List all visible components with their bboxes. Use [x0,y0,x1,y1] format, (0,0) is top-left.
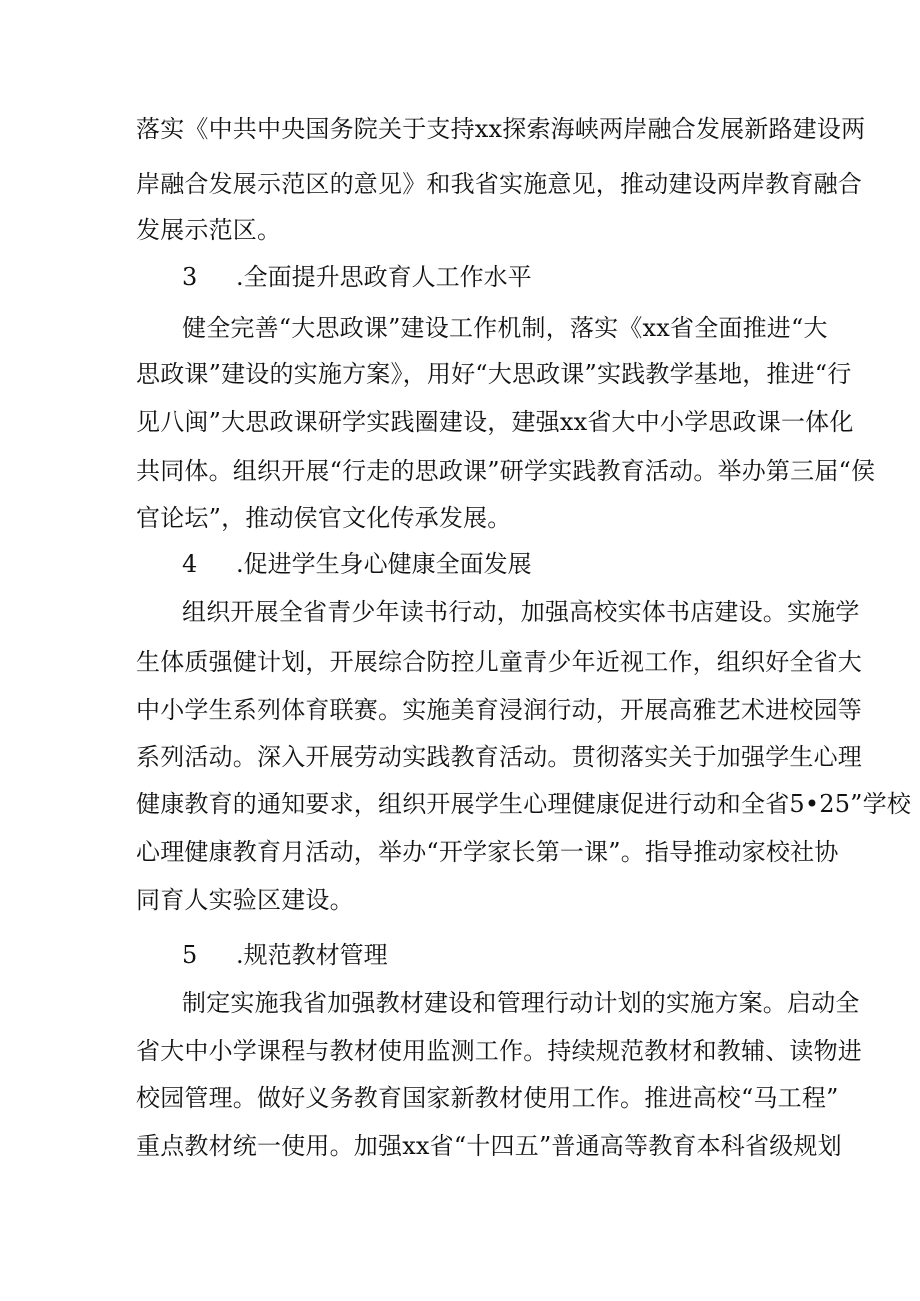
section-number: 3 [182,263,198,291]
paragraph-line: 共同体。组织开展“行走的思政课”研学实践教育活动。举办第三届“侯 [136,457,876,485]
paragraph-line: 同育人实验区建设。 [136,886,354,914]
section-number: 5 [182,941,198,969]
paragraph-line: 官论坛”，推动侯官文化传承发展。 [136,504,512,532]
paragraph-line: 重点教材统一使用。加强xx省“十四五”普通高等教育本科省级规划 [136,1132,842,1160]
section-number: 4 [182,550,198,578]
paragraph-line: 制定实施我省加强教材建设和管理行动计划的实施方案。启动全 [182,989,860,1017]
section-heading-3 [182,261,532,293]
section-title: .促进学生身心健康全面发展 [236,550,532,578]
paragraph-line: 健全完善“大思政课”建设工作机制，落实《xx省全面推进“大 [182,314,828,342]
paragraph-line: 见八闽”大思政课研学实践圈建设，建强xx省大中小学思政课一体化 [136,408,854,436]
paragraph-line: 省大中小学课程与教材使用监测工作。持续规范教材和教辅、读物进 [136,1037,862,1065]
paragraph-line: 健康教育的通知要求，组织开展学生心理健康促进行动和全省5•25”学校 [136,790,912,818]
paragraph-line: 校园管理。做好义务教育国家新教材使用工作。推进高校“马工程” [136,1084,839,1112]
section-title: .规范教材管理 [236,941,388,969]
paragraph-line: 中小学生系列体育联赛。实施美育浸润行动，开展高雅艺术进校园等 [136,696,862,724]
section-title: .全面提升思政育人工作水平 [236,263,532,291]
paragraph-line: 组织开展全省青少年读书行动，加强高校实体书店建设。实施学 [182,598,860,626]
paragraph-line: 思政课”建设的实施方案》，用好“大思政课”实践教学基地，推进“行 [136,360,852,388]
section-heading-4 [182,548,532,580]
section-heading-5 [182,939,388,971]
paragraph-line: 生体质强健计划，开展综合防控儿童青少年近视工作，组织好全省大 [136,648,862,676]
paragraph-line: 发展示范区。 [136,216,282,244]
paragraph-line: 岸融合发展示范区的意见》和我省实施意见，推动建设两岸教育融合 [136,170,862,198]
paragraph-line: 心理健康教育月活动，举办“开学家长第一课”。指导推动家校社协 [136,838,839,866]
paragraph-line: 落实《中共中央国务院关于支持xx探索海峡两岸融合发展新路建设两 [136,115,866,143]
paragraph-line: 系列活动。深入开展劳动实践教育活动。贯彻落实关于加强学生心理 [136,743,862,771]
